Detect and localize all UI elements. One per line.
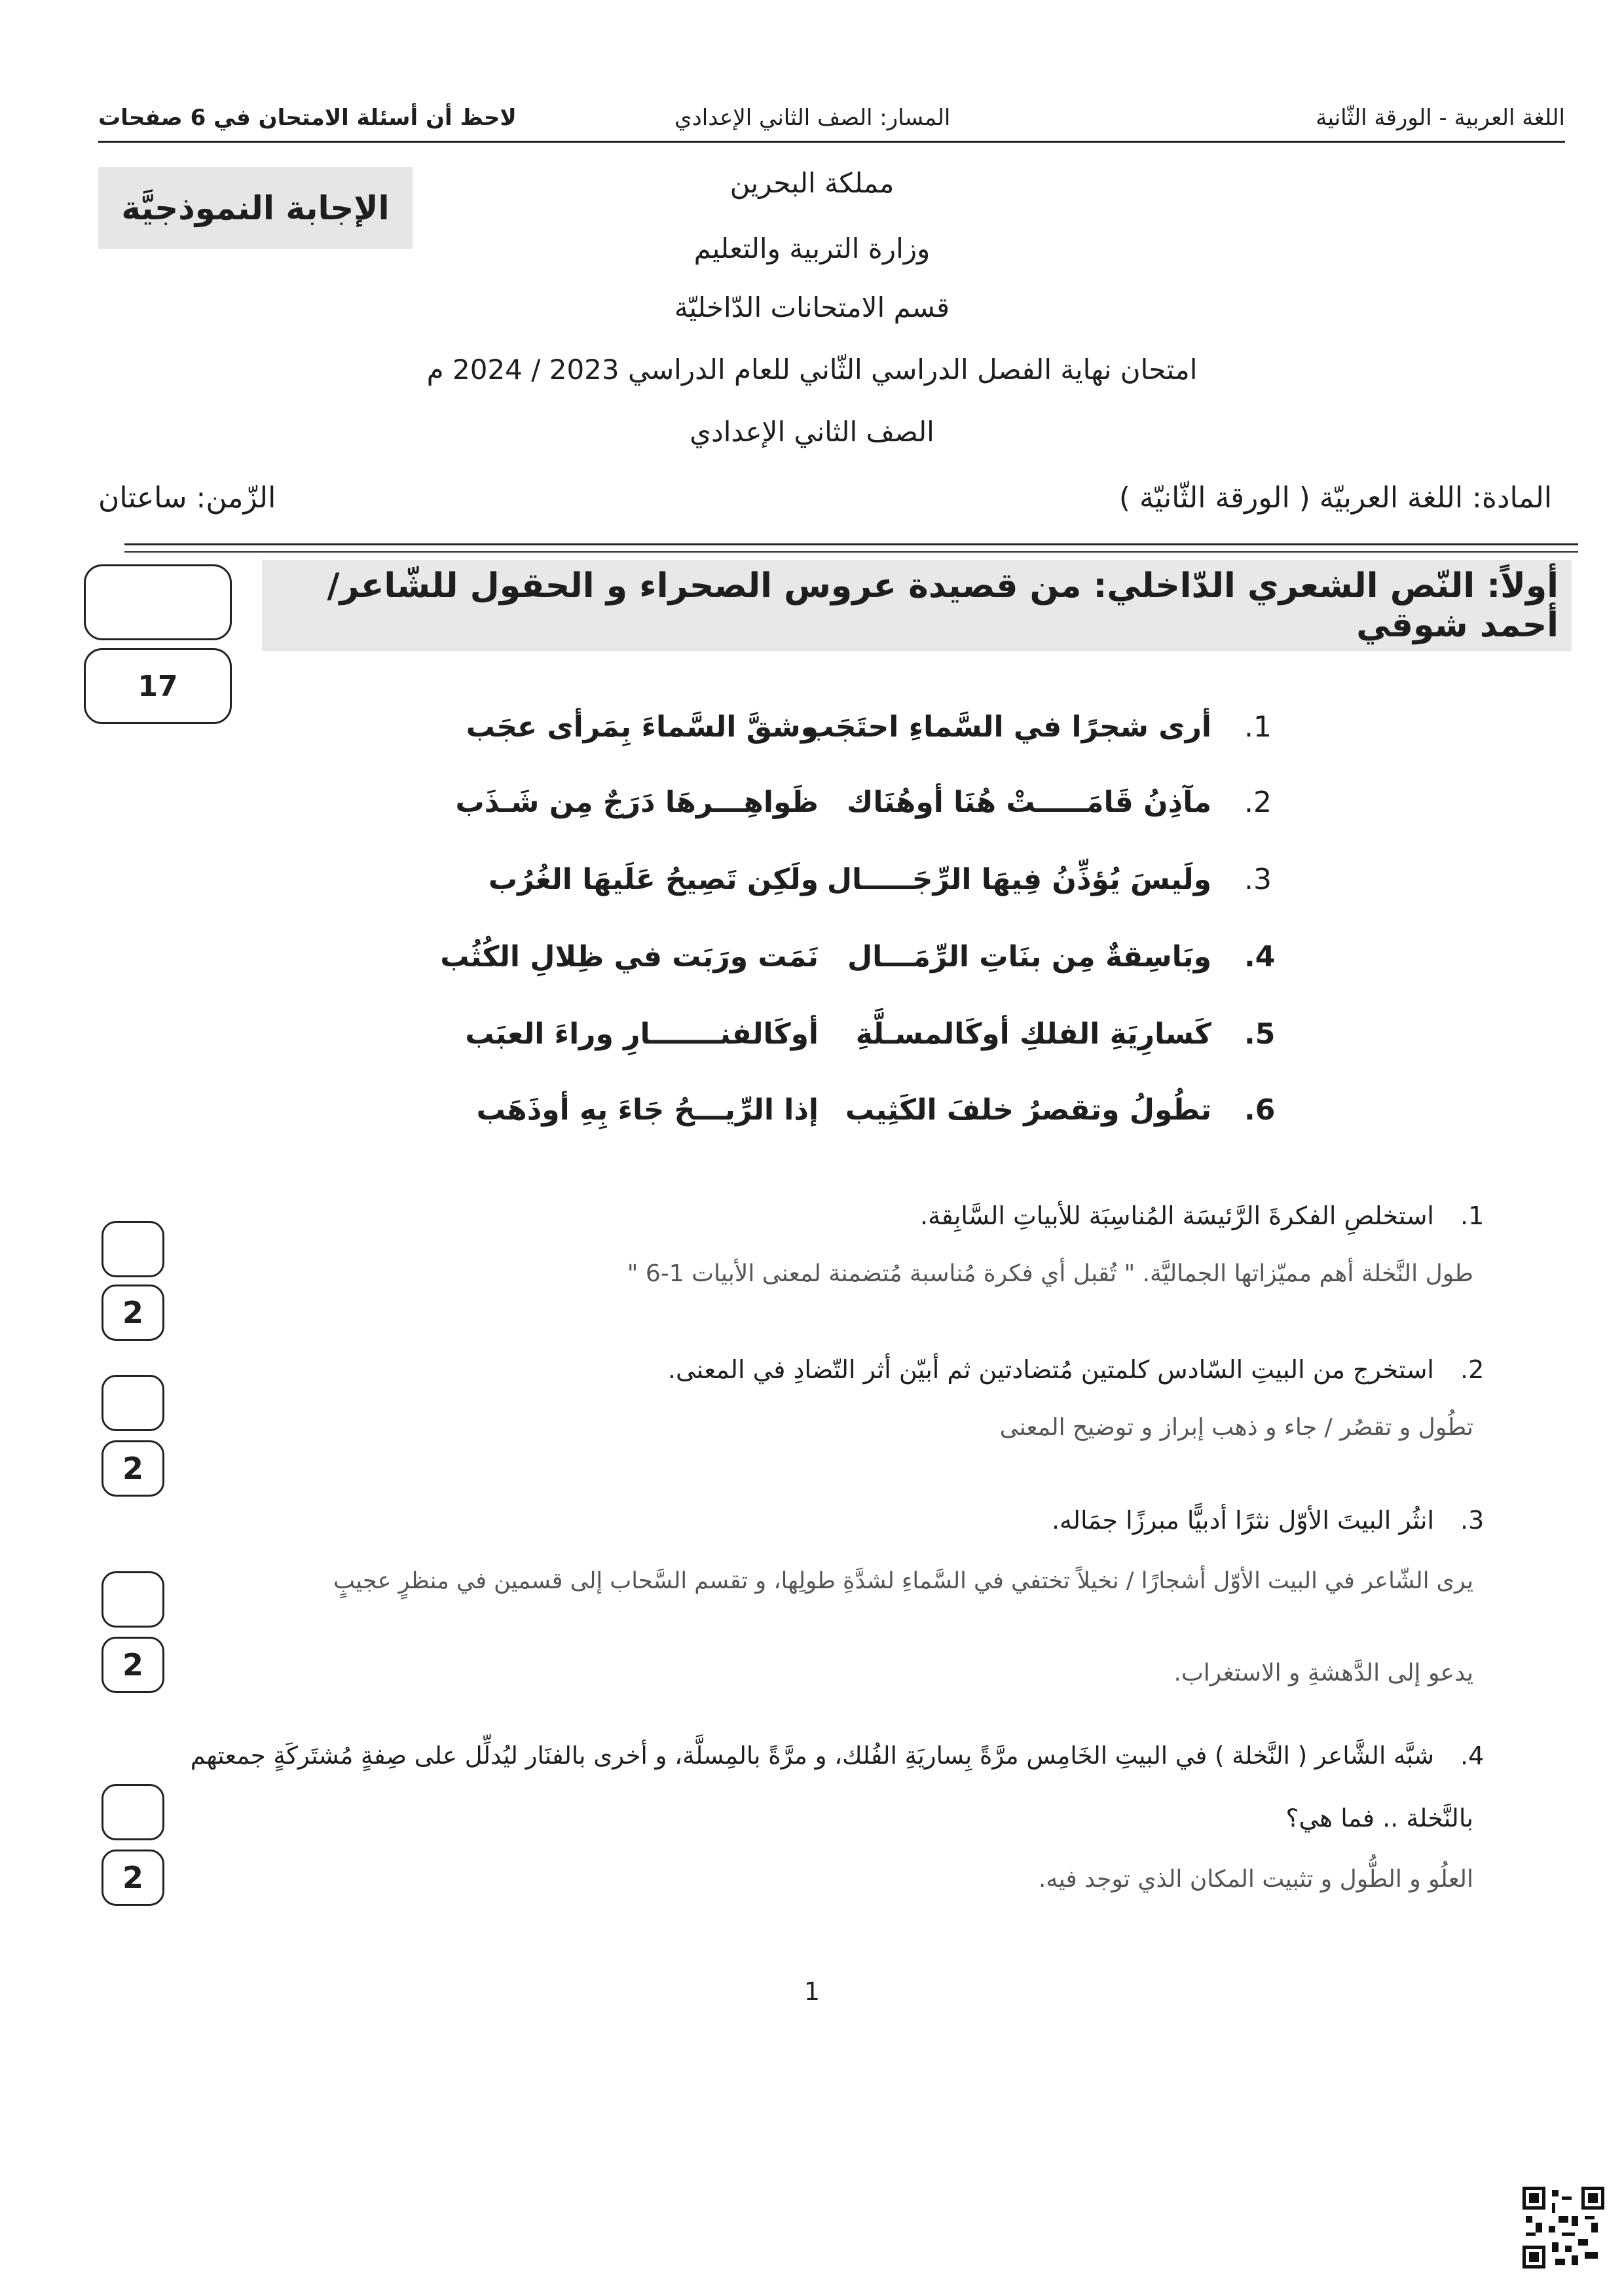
verse-second-hemistich: ظَواهِـــرهَا دَرَجٌ مِن شَـذَب [455, 786, 819, 819]
verse-second-hemistich: وشقَّ السَّماءَ بِمَرأى عجَب [466, 710, 819, 744]
header-divider [98, 141, 1565, 143]
question-score-box: 2 [101, 1637, 164, 1693]
question-number: 4. [1460, 1741, 1485, 1770]
grade-title: الصف الثاني الإعدادي [690, 416, 934, 448]
model-answer-label: الإجابة النموذجيَّة [98, 167, 413, 249]
question-text: انثُر البيتَ الأوّل نثرًا أدبيًّا مبرزًا جمَاله. [1051, 1506, 1434, 1535]
verse-number: 1. [1244, 710, 1272, 744]
question-number: 3. [1460, 1506, 1485, 1535]
section-divider-bottom [124, 551, 1578, 553]
verse-first-hemistich: مآذِنُ قَامَـــــتْ هُنَا أوهُنَاك [847, 786, 1211, 819]
verse-second-hemistich: نَمَت ورَبَت في ظِلالِ الكُثُب [440, 940, 819, 974]
verse-first-hemistich: كَسارِيَةِ الفلكِ أوكَالمسـلَّةِ [855, 1017, 1211, 1051]
question-text-continued: بالنَّخلة .. فما هي؟ [1285, 1804, 1473, 1832]
section-divider-top [124, 543, 1578, 545]
question-score-empty-box [101, 1784, 164, 1840]
section-score-box: 17 [84, 648, 232, 724]
verse-number: 4. [1244, 940, 1276, 974]
verse-number: 5. [1244, 1017, 1276, 1051]
header-track: المسار: الصف الثاني الإعدادي [674, 105, 951, 131]
verse-number: 2. [1244, 786, 1272, 819]
header-subject-paper: اللغة العربية - الورقة الثّانية [1316, 105, 1565, 131]
department-title: قسم الامتحانات الدّاخليّة [674, 291, 950, 323]
verse-first-hemistich: تطُولُ وتقصرُ خلفَ الكَثِيب [845, 1093, 1211, 1127]
answer-text: العلُو و الطُّول و تثبيت المكان الذي توجد فيه. [1038, 1866, 1473, 1893]
answer-text: يرى الشّاعر في البيت الأوّل أشجارًا / نخيلاً تختفي في السَّماءِ لشدَّةِ طولِها، و تقسم السَّحاب إلى قسمين في منظرٍ عجيبٍ [333, 1568, 1473, 1594]
page-number: 1 [803, 1977, 821, 2006]
verse-second-hemistich: إذا الرِّيـــحُ جَاءَ بِهِ أوذَهَب [476, 1093, 819, 1127]
qr-code-icon [1522, 2187, 1604, 2269]
verse-second-hemistich: أوكَالفنـــــــارِ وراءَ العبَب [465, 1017, 819, 1051]
answer-text: طول النَّخلة أهم مميّزاتها الجماليَّة. " تُقبل أي فكرة مُناسبة مُتضمنة لمعنى الأبيات 1-6 " [627, 1260, 1473, 1287]
question-score-empty-box [101, 1571, 164, 1628]
kingdom-title: مملكة البحرين [729, 167, 895, 199]
section-score-empty-box [84, 564, 232, 640]
subject-label: المادة: اللغة العربيّة ( الورقة الثّانيّة ) [1118, 481, 1552, 515]
question-score-box: 2 [101, 1285, 164, 1341]
verse-number: 3. [1244, 863, 1272, 896]
ministry-title: وزارة التربية والتعليم [693, 232, 931, 264]
verse-number: 6. [1244, 1093, 1276, 1127]
question-text: استخرج من البيتِ السّادس كلمتين مُتضادتين ثم أبيّن أثر التّضادِ في المعنى. [667, 1355, 1434, 1384]
question-text: استخلصِ الفكرةَ الرَّئيسَة المُناسِبَة للأبياتِ السَّابِقة. [920, 1201, 1434, 1230]
verse-first-hemistich: وبَاسِقةٌ مِن بنَاتِ الرِّمَـــال [847, 940, 1211, 974]
top-header [98, 105, 1565, 137]
question-score-box: 2 [101, 1440, 164, 1497]
question-score-empty-box [101, 1375, 164, 1431]
section-title: أولاً: النّص الشعري الدّاخلي: من قصيدة عروس الصحراء و الحقول للشّاعر/ أحمد شوقي [327, 566, 1559, 645]
header-note: لاحظ أن أسئلة الامتحان في 6 صفحات [98, 105, 517, 131]
question-score-box: 2 [101, 1850, 164, 1906]
question-number: 1. [1460, 1201, 1485, 1230]
verse-first-hemistich: ولَيسَ يُؤذِّنُ فِيهَا الرِّجَـــــال [826, 863, 1211, 896]
verse-second-hemistich: ولَكِن تَصِيحُ عَلَيهَا الغُرُب [488, 863, 819, 896]
question-text: شبَّه الشَّاعر ( النَّخلة ) في البيتِ الخَامِس مرَّةً بِساريَةِ الفُلك، و مرَّةً بالمِسلَّة، و أخرى بالفنَار ليُدلِّل على صِفةٍ مُشتَركَةٍ جمعتهم [190, 1741, 1434, 1770]
question-score-empty-box [101, 1221, 164, 1277]
question-number: 2. [1460, 1355, 1485, 1384]
verse-first-hemistich: أرى شجرًا في السَّماءِ احتَجَب [805, 710, 1211, 744]
exam-title: امتحان نهاية الفصل الدراسي الثّاني للعام الدراسي 2023 / 2024 م [426, 354, 1198, 386]
section-heading [262, 560, 1572, 651]
answer-text-continued: يدعو إلى الدَّهشةِ و الاستغراب. [1173, 1660, 1473, 1686]
duration-label: الزّمن: ساعتان [98, 481, 276, 515]
answer-text: تطُول و تقصُر / جاء و ذهب إبراز و توضيح المعنى [999, 1414, 1473, 1441]
